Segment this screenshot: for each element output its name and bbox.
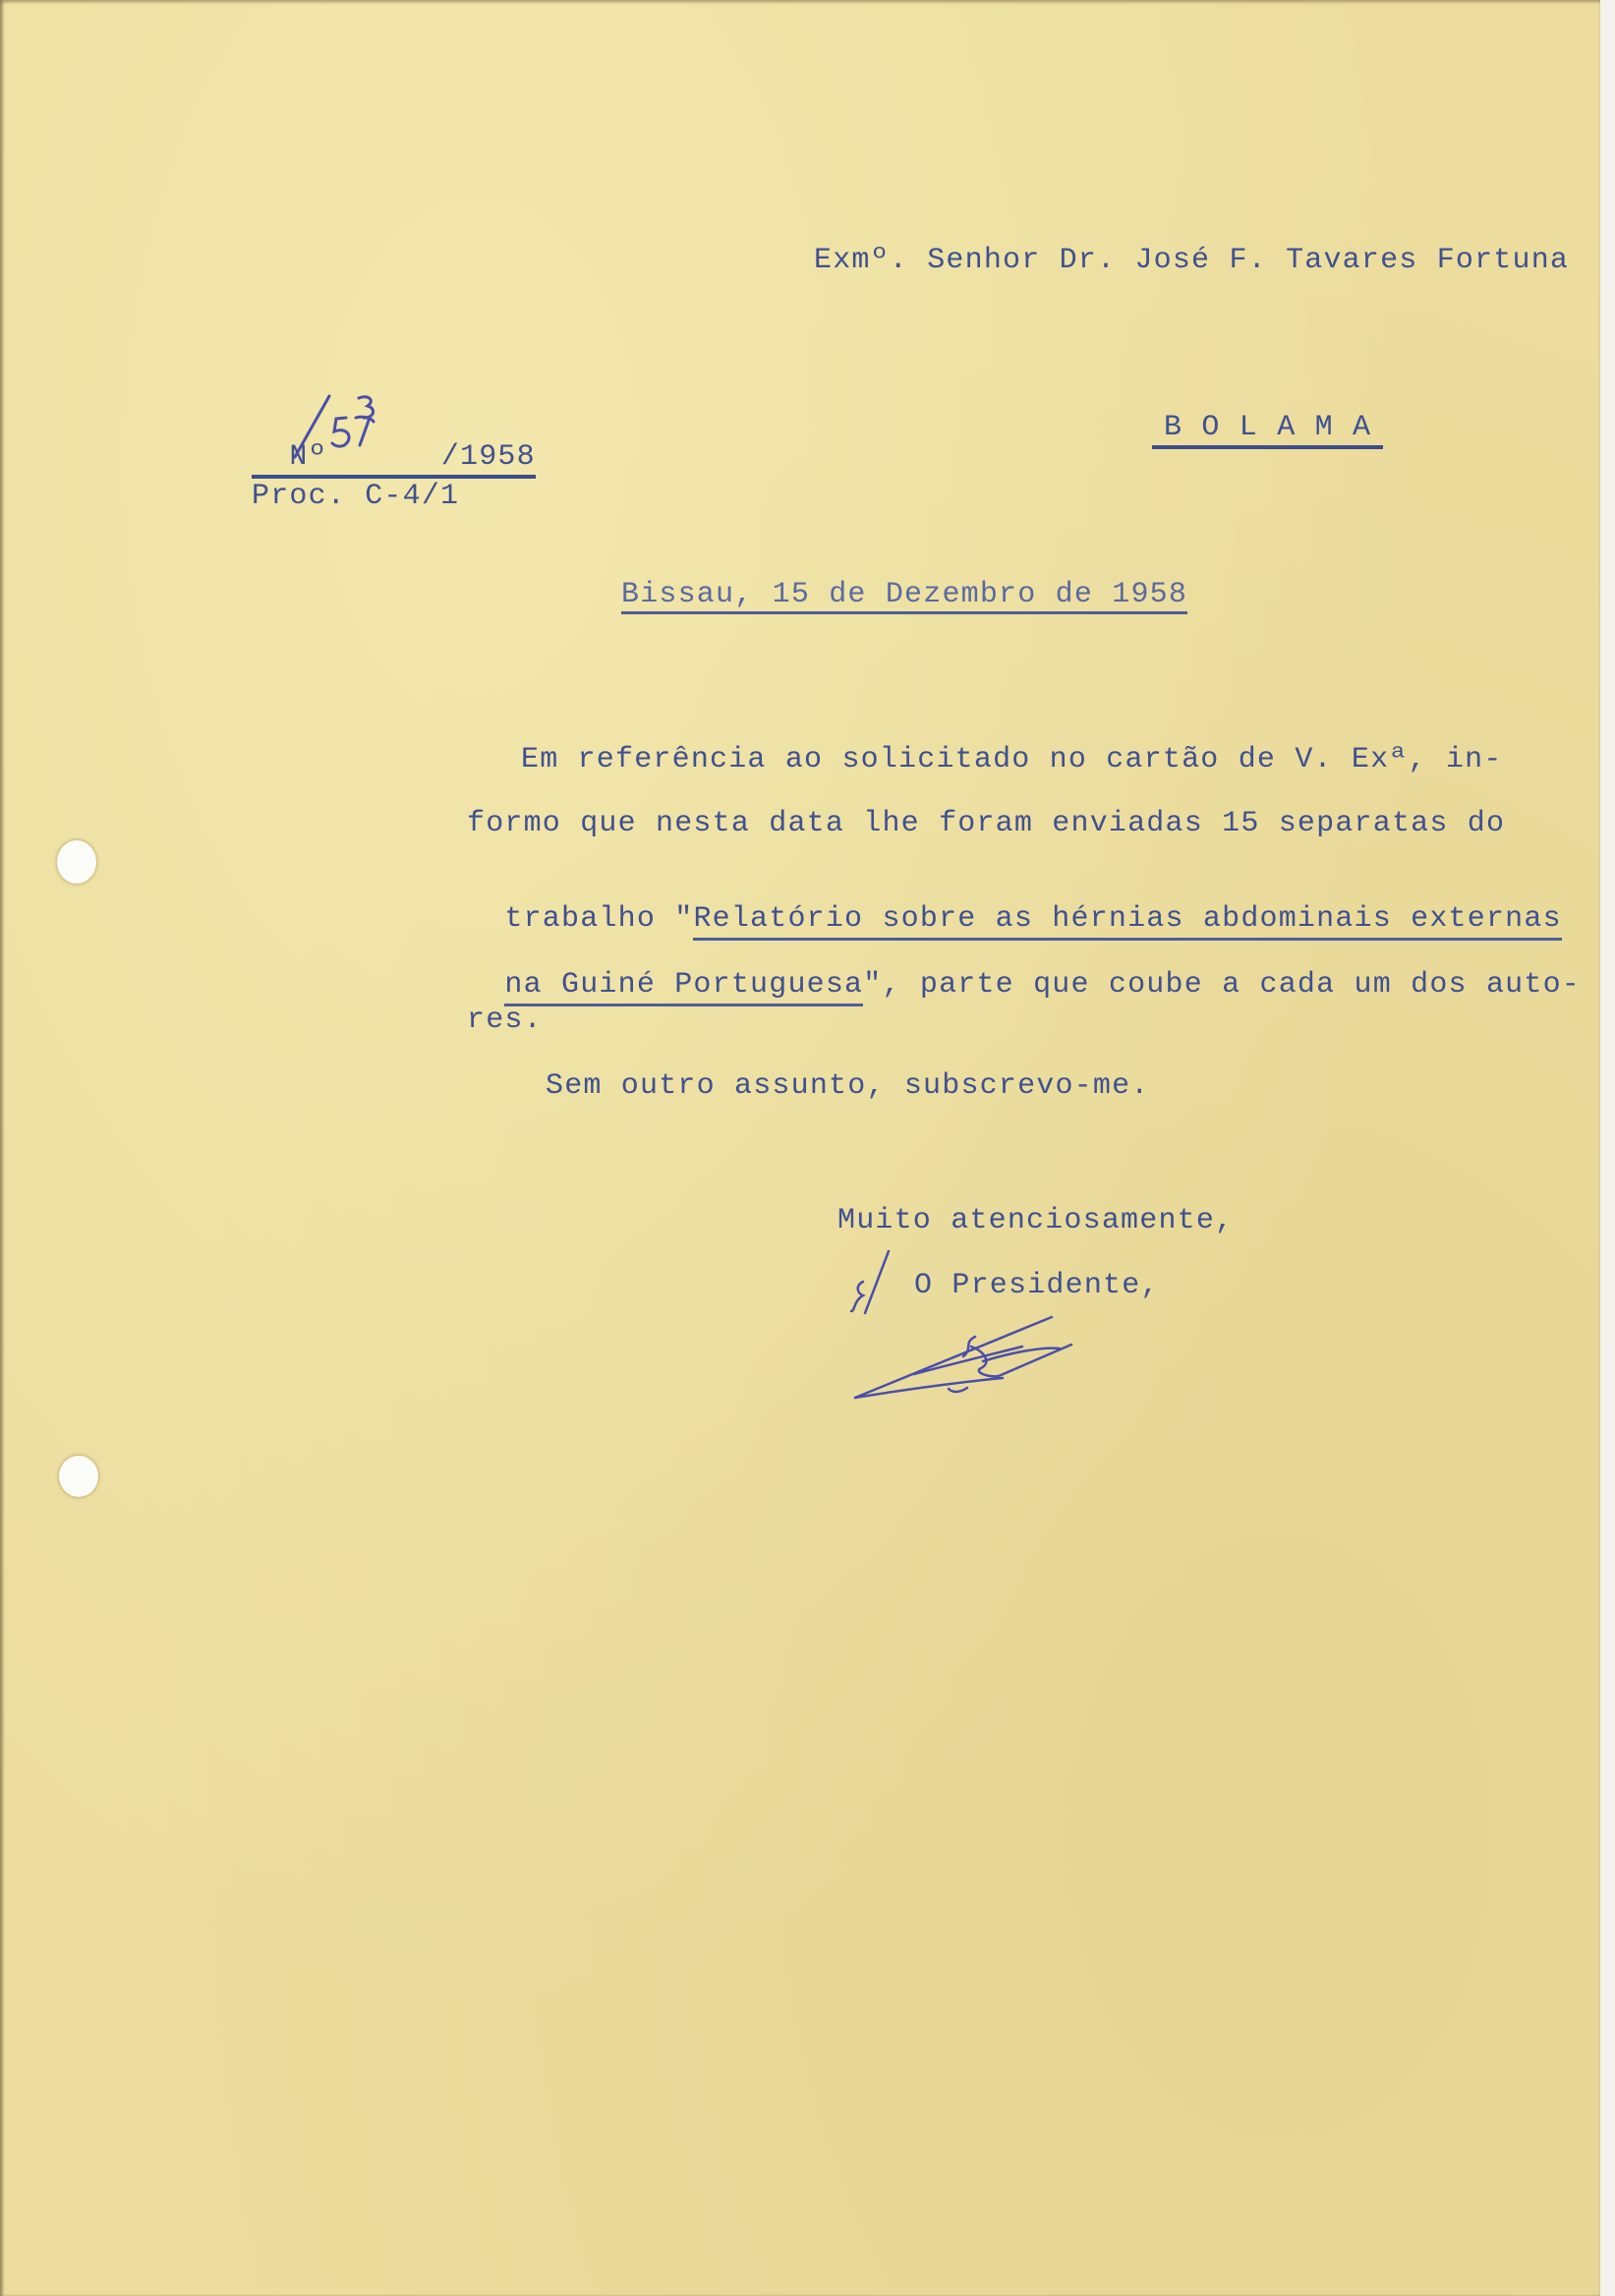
closing-title: O Presidente,	[914, 1269, 1160, 1302]
body-line-4-text: ", parte que coube a cada um dos auto-	[863, 968, 1581, 1002]
reference-prefix: Nº	[289, 440, 327, 474]
handwritten-number	[285, 388, 403, 462]
punch-hole-bottom	[59, 1456, 98, 1497]
work-title-part-2: na Guiné Portuguesa	[504, 968, 863, 1006]
punch-hole-top	[57, 840, 96, 884]
place-date: Bissau, 15 de Dezembro de 1958	[621, 580, 1187, 614]
body-line-3	[467, 875, 1562, 934]
scan-margin	[1600, 0, 1615, 2296]
body-line-4	[467, 941, 1581, 1000]
signature	[845, 1307, 1111, 1415]
body-line-1: Em referência ao solicitado no cartão de V. Exª, in-	[521, 743, 1503, 776]
addressee: Exmº. Senhor Dr. José F. Tavares Fortuna	[814, 244, 1570, 277]
body-line-5: res.	[467, 1004, 543, 1037]
destination-city: B O L A M A	[1152, 413, 1383, 449]
closing-salutation: Muito atenciosamente,	[837, 1204, 1235, 1237]
body-line-3-text: trabalho "	[504, 902, 694, 936]
body-line-2: formo que nesta data lhe foram enviadas 15 separatas do	[467, 807, 1506, 840]
process-reference: Proc. C-4/1	[252, 480, 460, 513]
work-title-part-1: Relatório sobre as hérnias abdominais externas	[693, 902, 1561, 941]
reference-year: /1958	[440, 440, 536, 474]
body-line-6: Sem outro assunto, subscrevo-me.	[546, 1069, 1150, 1103]
